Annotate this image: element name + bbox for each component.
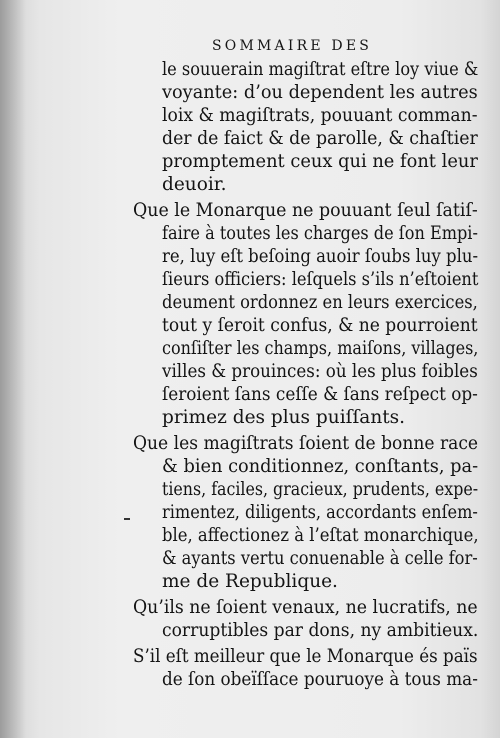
text-line: de ſon obeïſſace pouruoye à tous ma- — [162, 669, 478, 690]
binding-shadow — [0, 0, 26, 738]
paragraph-start-line: S’il eſt meilleur que le Monarque és païs — [133, 646, 478, 667]
paragraph-start-line: Que le Monarque ne pouuant ſeul ſatiſ- — [133, 200, 478, 221]
text-line: faire à toutes les charges de ſon Empi- — [162, 223, 478, 244]
text-line: re, luy eſt beſoing auoir ſoubs luy plu- — [162, 246, 479, 267]
paragraph-start-line: Que les magiſtrats ſoient de bonne race — [133, 433, 479, 454]
text-line: deument ordonnez en leurs exercices, — [162, 292, 478, 313]
text-line: rimentez, diligents, accordants enſem- — [162, 502, 478, 523]
paragraph-start-line: Qu’ils ne ſoient venaux, ne lucratifs, ne — [133, 597, 478, 618]
text-line: & ayants vertu conuenable à celle for- — [162, 548, 478, 569]
text-line: promptement ceux qui ne font leur — [162, 151, 478, 172]
text-line: ſieurs officiers: leſquels s’ils n’eſtoient — [162, 269, 479, 290]
text-line: tiens, faciles, gracieux, prudents, expe- — [162, 479, 479, 500]
text-line: villes & prouinces: où les plus foibles — [162, 361, 478, 382]
text-line: & bien conditionnez, conſtants, pa- — [162, 456, 479, 477]
text-line: tout y ſeroit confus, & ne pourroient — [162, 315, 478, 336]
text-line: corruptibles par dons, ny ambitieux. — [162, 620, 479, 641]
text-line: primez des plus puiſſants. — [162, 407, 406, 428]
text-line: der de faict & de parolle, & chaſtier — [162, 128, 478, 149]
text-line: loix & magiſtrats, pouuant comman- — [162, 105, 478, 126]
text-line: ſeroient ſans ceſſe & ſans reſpect op- — [162, 384, 478, 405]
running-head: SOMMAIRE DES — [212, 38, 373, 54]
text-line: le souuerain magiſtrat eſtre loy viue & — [162, 59, 479, 80]
text-line: me de Republique. — [162, 571, 338, 592]
text-line: conſiſter les champs, maiſons, villages, — [162, 338, 479, 359]
text-line: deuoir. — [162, 174, 227, 195]
margin-mark — [124, 518, 130, 520]
text-line: ble, affectionez à l’eſtat monarchique, — [162, 525, 479, 546]
text-line: voyante: d’ou dependent les autres — [162, 82, 478, 103]
